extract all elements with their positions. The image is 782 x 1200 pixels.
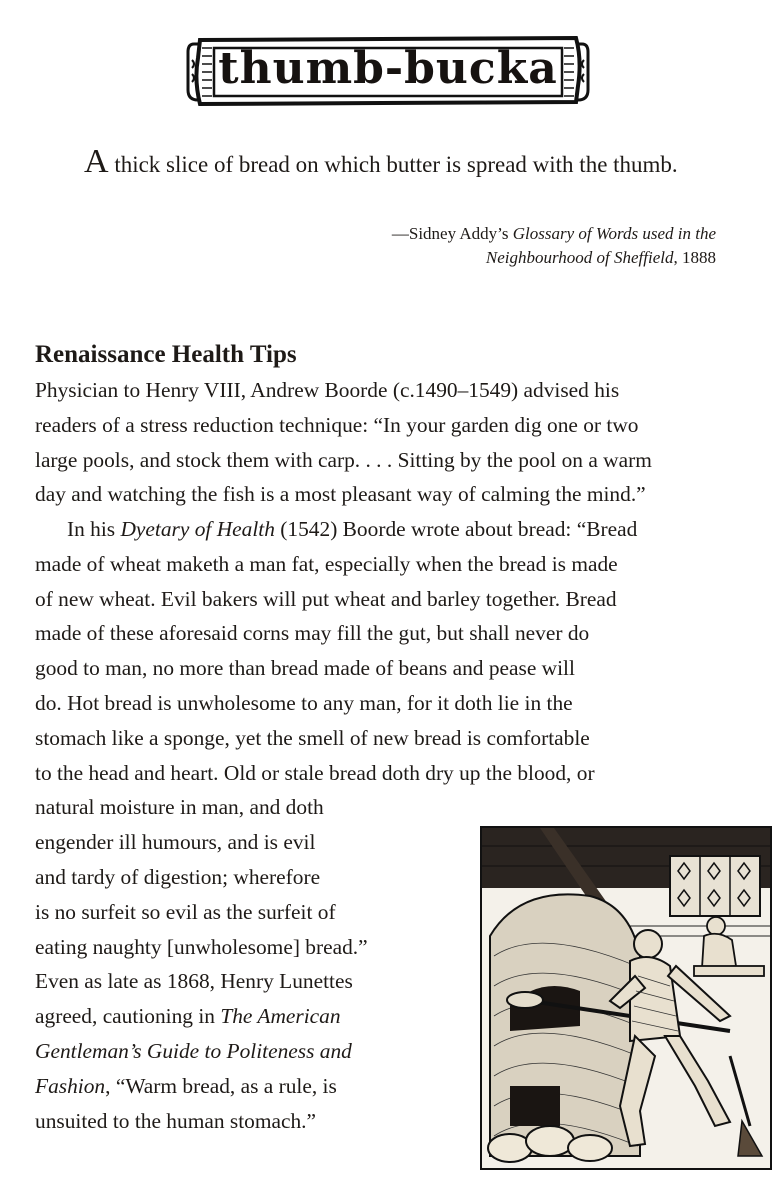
text-line: made of wheat maketh a man fat, especially when the bread is made bbox=[35, 551, 618, 576]
definition-text: thick slice of bread on which butter is spread with the thumb. bbox=[108, 152, 678, 177]
text-line: stomach like a sponge, yet the smell of new bread is comfortable bbox=[35, 725, 590, 750]
definition bbox=[84, 144, 684, 182]
citation-year: , 1888 bbox=[673, 248, 716, 267]
book-title-part3: Fashion bbox=[35, 1073, 106, 1098]
text-line: good to man, no more than bread made of beans and pease will bbox=[35, 656, 575, 681]
book-title-part2: Gentleman’s Guide to Politeness and bbox=[35, 1038, 352, 1063]
text-line: made of these aforesaid corns may fill the gut, but shall never do bbox=[35, 621, 590, 646]
book-title-part1: The American bbox=[220, 1004, 341, 1029]
text-line: and tardy of digestion; wherefore bbox=[35, 864, 321, 889]
text-line: eating naughty [unwholesome] bread.” bbox=[35, 934, 368, 959]
text-line: natural moisture in man, and doth bbox=[35, 795, 324, 820]
text-line bbox=[35, 512, 765, 547]
citation-title-line1: Glossary of Words used in the bbox=[512, 224, 716, 243]
paragraph-1 bbox=[35, 373, 765, 512]
text-line: do. Hot bread is unwholesome to any man, for it doth lie in the bbox=[35, 690, 573, 715]
headword: thumb-bucka bbox=[218, 42, 558, 94]
text-run: In his bbox=[67, 517, 121, 541]
text-line: Even as late as 1868, Henry Lunettes bbox=[35, 969, 353, 994]
text-line: readers of a stress reduction technique: “In your garden dig one or two bbox=[35, 412, 639, 437]
text-line: large pools, and stock them with carp. . . . Sitting by the pool on a warm bbox=[35, 447, 652, 472]
citation bbox=[256, 222, 716, 270]
citation-title-line2: Neighbourhood of Sheffield bbox=[485, 248, 674, 267]
text-line: engender ill humours, and is evil bbox=[35, 830, 316, 855]
text-run: , “Warm bread, as a rule, is bbox=[105, 1073, 337, 1098]
definition-dropcap: A bbox=[84, 143, 109, 180]
text-line: day and watching the fish is a most pleasant way of calming the mind.” bbox=[35, 482, 646, 507]
citation-prefix: —Sidney Addy’s bbox=[391, 224, 513, 243]
text-run: (1542) Boorde wrote about bread: “Bread bbox=[274, 517, 638, 541]
text-line: unsuited to the human stomach.” bbox=[35, 1108, 316, 1133]
text-line: to the head and heart. Old or stale bread doth dry up the blood, or bbox=[35, 760, 595, 785]
text-run: agreed, cautioning in bbox=[35, 1004, 221, 1029]
text-line: Physician to Henry VIII, Andrew Boorde (c.1490–1549) advised his bbox=[35, 378, 620, 402]
book-title-dyetary: Dyetary of Health bbox=[120, 517, 275, 541]
baker-woodcut-icon bbox=[480, 826, 772, 1170]
headword-banner bbox=[186, 30, 590, 110]
text-line: of new wheat. Evil bakers will put wheat and barley together. Bread bbox=[35, 586, 617, 611]
section-heading: Renaissance Health Tips bbox=[35, 341, 297, 368]
text-line: is no surfeit so evil as the surfeit of bbox=[35, 899, 336, 924]
